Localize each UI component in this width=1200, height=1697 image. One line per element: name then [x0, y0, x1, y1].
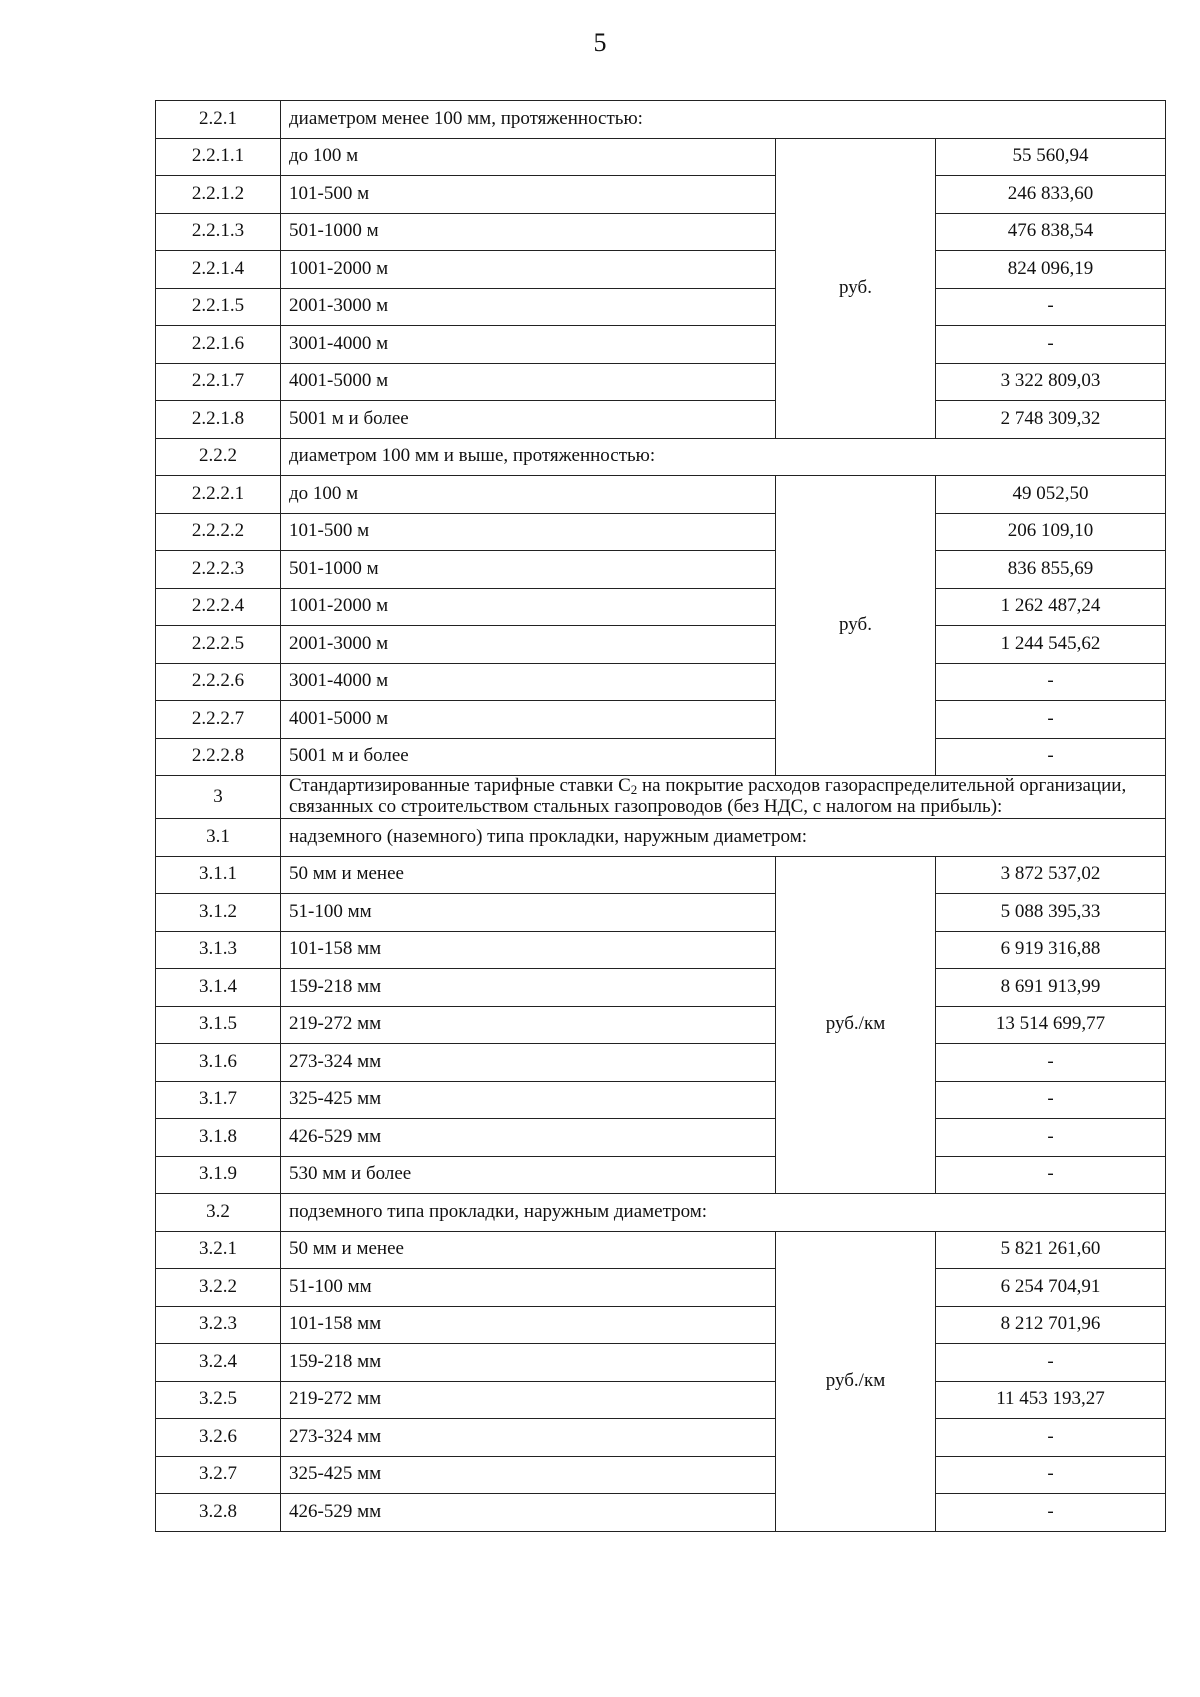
tariff-table: [155, 100, 1166, 1532]
row-value: 824 096,19: [936, 251, 1166, 289]
section-number: 3: [156, 776, 281, 819]
row-description: 159-218 мм: [281, 1344, 776, 1382]
table-row: [156, 1456, 1166, 1494]
table-row: [156, 738, 1166, 776]
unit-cell: руб./км: [776, 1231, 936, 1531]
unit-cell: руб.: [776, 476, 936, 776]
table-row: [156, 663, 1166, 701]
row-value: 5 088 395,33: [936, 894, 1166, 932]
table-row: [156, 363, 1166, 401]
row-number: 2.2.1.3: [156, 213, 281, 251]
row-number: 2.2.2.8: [156, 738, 281, 776]
row-number: 3.2.8: [156, 1494, 281, 1532]
unit-cell: руб./км: [776, 856, 936, 1194]
row-value: -: [936, 1044, 1166, 1082]
row-value: -: [936, 1419, 1166, 1457]
row-description: 51-100 мм: [281, 1269, 776, 1307]
section-title-text-continued: на покрытие расходов газораспределительной организации, связанных со строительством стальных газопроводов (без НДС, с налогом на прибыль):: [289, 775, 1127, 818]
row-number: 3.2.1: [156, 1231, 281, 1269]
table-row: [156, 1381, 1166, 1419]
row-number: 3.2.5: [156, 1381, 281, 1419]
table-row: [156, 856, 1166, 894]
table-row: [156, 1119, 1166, 1157]
row-value: 49 052,50: [936, 476, 1166, 514]
group-title: диаметром менее 100 мм, протяженностью:: [281, 101, 1166, 139]
row-description: 101-500 м: [281, 513, 776, 551]
row-description: 501-1000 м: [281, 213, 776, 251]
row-value: -: [936, 663, 1166, 701]
table-row: [156, 288, 1166, 326]
row-description: до 100 м: [281, 138, 776, 176]
row-value: 55 560,94: [936, 138, 1166, 176]
row-value: 6 254 704,91: [936, 1269, 1166, 1307]
row-description: 501-1000 м: [281, 551, 776, 589]
row-number: 3.1.6: [156, 1044, 281, 1082]
row-description: 2001-3000 м: [281, 288, 776, 326]
group-title: надземного (наземного) типа прокладки, наружным диаметром:: [281, 819, 1166, 857]
row-value: 6 919 316,88: [936, 931, 1166, 969]
table-row: [156, 626, 1166, 664]
row-description: 273-324 мм: [281, 1419, 776, 1457]
group-title: подземного типа прокладки, наружным диаметром:: [281, 1194, 1166, 1232]
row-value: 206 109,10: [936, 513, 1166, 551]
table-row: [156, 326, 1166, 364]
row-number: 3.2.4: [156, 1344, 281, 1382]
table-row: [156, 931, 1166, 969]
row-value: 5 821 261,60: [936, 1231, 1166, 1269]
group-header-row: [156, 819, 1166, 857]
row-value: -: [936, 1156, 1166, 1194]
table-row: [156, 1269, 1166, 1307]
row-description: 101-158 мм: [281, 1306, 776, 1344]
row-description: 4001-5000 м: [281, 701, 776, 739]
row-description: 530 мм и более: [281, 1156, 776, 1194]
group-header-row: [156, 101, 1166, 139]
section-row: [156, 776, 1166, 819]
row-description: 3001-4000 м: [281, 663, 776, 701]
group-number: 3.1: [156, 819, 281, 857]
row-description: 101-500 м: [281, 176, 776, 214]
row-number: 3.2.3: [156, 1306, 281, 1344]
row-description: 51-100 мм: [281, 894, 776, 932]
row-value: 2 748 309,32: [936, 401, 1166, 439]
tariff-table-body-section-3-header: [156, 776, 1166, 819]
row-number: 3.1.4: [156, 969, 281, 1007]
row-number: 3.1.5: [156, 1006, 281, 1044]
row-value: 476 838,54: [936, 213, 1166, 251]
row-description: 273-324 мм: [281, 1044, 776, 1082]
row-value: -: [936, 1081, 1166, 1119]
table-row: [156, 251, 1166, 289]
row-description: 5001 м и более: [281, 401, 776, 439]
row-value: -: [936, 738, 1166, 776]
section-title-text: Стандартизированные тарифные ставки С: [289, 775, 631, 796]
row-number: 3.1.3: [156, 931, 281, 969]
table-row: [156, 476, 1166, 514]
table-row: [156, 1344, 1166, 1382]
row-description: 5001 м и более: [281, 738, 776, 776]
row-number: 3.1.7: [156, 1081, 281, 1119]
page-number: 5: [593, 28, 607, 57]
row-description: 219-272 мм: [281, 1006, 776, 1044]
row-number: 3.2.2: [156, 1269, 281, 1307]
row-description: 159-218 мм: [281, 969, 776, 1007]
group-header-row: [156, 1194, 1166, 1232]
row-description: 50 мм и менее: [281, 1231, 776, 1269]
row-description: 325-425 мм: [281, 1081, 776, 1119]
row-number: 2.2.1.7: [156, 363, 281, 401]
section-title: [281, 776, 1166, 819]
table-row: [156, 1231, 1166, 1269]
tariff-table-body-section-2: [156, 101, 1166, 776]
row-number: 3.2.7: [156, 1456, 281, 1494]
row-number: 2.2.2.7: [156, 701, 281, 739]
table-row: [156, 1006, 1166, 1044]
row-number: 2.2.2.2: [156, 513, 281, 551]
group-header-row: [156, 438, 1166, 476]
row-value: 836 855,69: [936, 551, 1166, 589]
row-number: 2.2.1.1: [156, 138, 281, 176]
table-row: [156, 401, 1166, 439]
table-row: [156, 1419, 1166, 1457]
row-number: 3.2.6: [156, 1419, 281, 1457]
row-number: 2.2.1.4: [156, 251, 281, 289]
group-title: диаметром 100 мм и выше, протяженностью:: [281, 438, 1166, 476]
row-description: 4001-5000 м: [281, 363, 776, 401]
row-value: 1 244 545,62: [936, 626, 1166, 664]
row-number: 2.2.2.6: [156, 663, 281, 701]
unit-cell: руб.: [776, 138, 936, 438]
section-title-subscript: 2: [630, 782, 638, 797]
row-value: 13 514 699,77: [936, 1006, 1166, 1044]
row-number: 2.2.1.2: [156, 176, 281, 214]
row-value: 246 833,60: [936, 176, 1166, 214]
table-row: [156, 1306, 1166, 1344]
row-number: 3.1.9: [156, 1156, 281, 1194]
row-number: 2.2.2.5: [156, 626, 281, 664]
table-row: [156, 969, 1166, 1007]
table-row: [156, 513, 1166, 551]
row-value: -: [936, 1456, 1166, 1494]
row-description: 3001-4000 м: [281, 326, 776, 364]
table-row: [156, 1494, 1166, 1532]
group-number: 3.2: [156, 1194, 281, 1232]
table-row: [156, 551, 1166, 589]
row-value: 1 262 487,24: [936, 588, 1166, 626]
row-value: -: [936, 1344, 1166, 1382]
row-value: 8 212 701,96: [936, 1306, 1166, 1344]
row-description: до 100 м: [281, 476, 776, 514]
tariff-table-body-section-3: [156, 819, 1166, 1532]
table-row: [156, 701, 1166, 739]
table-row: [156, 588, 1166, 626]
table-row: [156, 138, 1166, 176]
table-row: [156, 1044, 1166, 1082]
row-description: 101-158 мм: [281, 931, 776, 969]
row-number: 3.1.8: [156, 1119, 281, 1157]
row-value: -: [936, 701, 1166, 739]
row-value: -: [936, 1119, 1166, 1157]
row-description: 426-529 мм: [281, 1119, 776, 1157]
table-row: [156, 213, 1166, 251]
row-description: 219-272 мм: [281, 1381, 776, 1419]
row-number: 2.2.1.8: [156, 401, 281, 439]
row-number: 2.2.1.5: [156, 288, 281, 326]
row-value: 3 322 809,03: [936, 363, 1166, 401]
row-number: 2.2.2.1: [156, 476, 281, 514]
row-value: -: [936, 326, 1166, 364]
row-value: -: [936, 288, 1166, 326]
row-description: 50 мм и менее: [281, 856, 776, 894]
row-description: 426-529 мм: [281, 1494, 776, 1532]
row-description: 1001-2000 м: [281, 251, 776, 289]
table-row: [156, 1156, 1166, 1194]
row-value: 3 872 537,02: [936, 856, 1166, 894]
table-row: [156, 176, 1166, 214]
group-number: 2.2.1: [156, 101, 281, 139]
row-number: 2.2.2.4: [156, 588, 281, 626]
row-value: 8 691 913,99: [936, 969, 1166, 1007]
row-description: 1001-2000 м: [281, 588, 776, 626]
row-number: 3.1.1: [156, 856, 281, 894]
row-value: 11 453 193,27: [936, 1381, 1166, 1419]
table-row: [156, 894, 1166, 932]
row-description: 325-425 мм: [281, 1456, 776, 1494]
row-number: 3.1.2: [156, 894, 281, 932]
row-description: 2001-3000 м: [281, 626, 776, 664]
row-number: 2.2.1.6: [156, 326, 281, 364]
table-row: [156, 1081, 1166, 1119]
row-value: -: [936, 1494, 1166, 1532]
group-number: 2.2.2: [156, 438, 281, 476]
row-number: 2.2.2.3: [156, 551, 281, 589]
